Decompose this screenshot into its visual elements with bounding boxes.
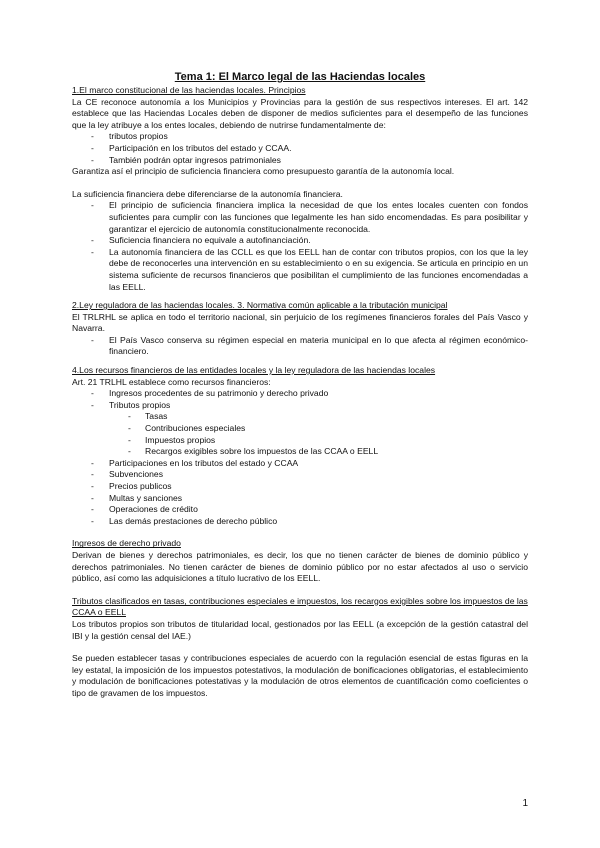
list-item: - Suficiencia financiera no equivale a autofinanciación. bbox=[72, 235, 528, 247]
list-item: - Las demás prestaciones de derecho público bbox=[72, 516, 528, 528]
list-item: - La autonomía financiera de las CCLL es que los EELL han de contar con tributos propios, con los que la ley debe de reconocerles una intervención en su establecimiento o en su exigencia. Se articula en principio en un sistema suficiente de recursos financieros que posibilitan el cumplimiento de las funciones encomendadas a las EELL. bbox=[72, 247, 528, 293]
list-item: - El principio de suficiencia financiera implica la necesidad de que los entes locales cuenten con fondos suficientes para cumplir con las funciones que legalmente les han sido encomendadas. Es para posibilitar y garantizar el ejercicio de autonomía constitucionalmente reconocida. bbox=[72, 200, 528, 235]
list-item: - Subvenciones bbox=[72, 469, 528, 481]
paragraph: Garantiza así el principio de suficiencia financiera como presupuesto garantía de la autonomía local. bbox=[72, 166, 455, 177]
paragraph: El TRLRHL se aplica en todo el territorio nacional, sin perjuicio de los regímenes financieros forales del País Vasco y Navarra. bbox=[72, 311, 528, 334]
nested-bullet-list bbox=[72, 411, 528, 457]
section-heading-4: 4.Los recursos financieros de las entidades locales y la ley reguladora de las haciendas locales bbox=[72, 365, 436, 376]
paragraph: Se pueden establecer tasas y contribuciones especiales de acuerdo con la regulación esencial de estas figuras en la ley estatal, la imposición de los impuestos potestativos, la modulación de bonificaciones obligatorias, el establecimiento y modulación de bonificaciones potestativas y la modulación de otros elementos de cuantificación como coeficientes o tipo de gravamen de los impuestos. bbox=[72, 653, 528, 698]
section-heading-2: La suficiencia financiera debe diferenciarse de la autonomía financiera. bbox=[72, 188, 343, 199]
list-item: - También podrán optar ingresos patrimoniales bbox=[72, 155, 528, 167]
list-item: - Participación en los tributos del estado y CCAA. bbox=[72, 143, 528, 155]
list-item: - Ingresos procedentes de su patrimonio y derecho privado bbox=[72, 388, 528, 400]
list-item: - tributos propios bbox=[72, 131, 528, 143]
bullet-list bbox=[72, 388, 528, 411]
section-heading-1: 1.El marco constitucional de las haciendas locales. Principios bbox=[72, 85, 306, 95]
bullet-list bbox=[72, 131, 528, 166]
bullet-list bbox=[72, 458, 528, 528]
paragraph: Art. 21 TRLHL establece como recursos financieros: bbox=[72, 376, 271, 387]
list-item: - Precios publicos bbox=[72, 481, 528, 493]
document-page bbox=[72, 70, 528, 700]
list-item: - Impuestos propios bbox=[72, 435, 528, 447]
section-heading-6: Tributos clasificados en tasas, contribuciones especiales e impuestos, los recargos exigibles sobre los impuestos de las CCAA o EELL bbox=[72, 595, 528, 618]
page-number: 1 bbox=[522, 798, 528, 809]
section-heading-5: Ingresos de derecho privado bbox=[72, 538, 181, 549]
paragraph: La CE reconoce autonomía a los Municipios y Provincias para la gestión de sus respectivos intereses. El art. 142 establece que las Haciendas Locales deben de disponer de medios suficientes para el desempeño de las funciones que la ley atribuye a los entes locales, debiendo de nutrirse fundamentalmente de: bbox=[72, 96, 528, 130]
list-item: - Recargos exigibles sobre los impuestos de las CCAA o EELL bbox=[72, 446, 528, 458]
document-title: Tema 1: El Marco legal de las Haciendas locales bbox=[174, 71, 426, 83]
list-item: - Tasas bbox=[72, 411, 528, 423]
bullet-list bbox=[72, 335, 528, 358]
section-heading-3: 2.Ley reguladora de las haciendas locales. 3. Normativa común aplicable a la tributación municipal bbox=[72, 300, 448, 311]
paragraph: Los tributos propios son tributos de titularidad local, gestionados por las EELL (a excepción de la gestión catastral del IBI y la gestión censal del IAE.) bbox=[72, 618, 528, 641]
list-item: - Participaciones en los tributos del estado y CCAA bbox=[72, 458, 528, 470]
list-item: - El País Vasco conserva su régimen especial en materia municipal en lo que afecta al régimen económico-financiero. bbox=[72, 335, 528, 358]
list-item: - Operaciones de crédito bbox=[72, 504, 528, 516]
list-item: - Multas y sanciones bbox=[72, 493, 528, 505]
paragraph: Derivan de bienes y derechos patrimoniales, es decir, los que no tienen carácter de bienes de dominio público y derechos patrimoniales. No tienen carácter de bienes de dominio público por no estar afectados al uso o servicio público, así como las adquisiciones a título lucrativo de los EELL. bbox=[72, 549, 528, 584]
list-item: - Contribuciones especiales bbox=[72, 423, 528, 435]
list-item: - Tributos propios bbox=[72, 400, 528, 412]
bullet-list bbox=[72, 200, 528, 293]
